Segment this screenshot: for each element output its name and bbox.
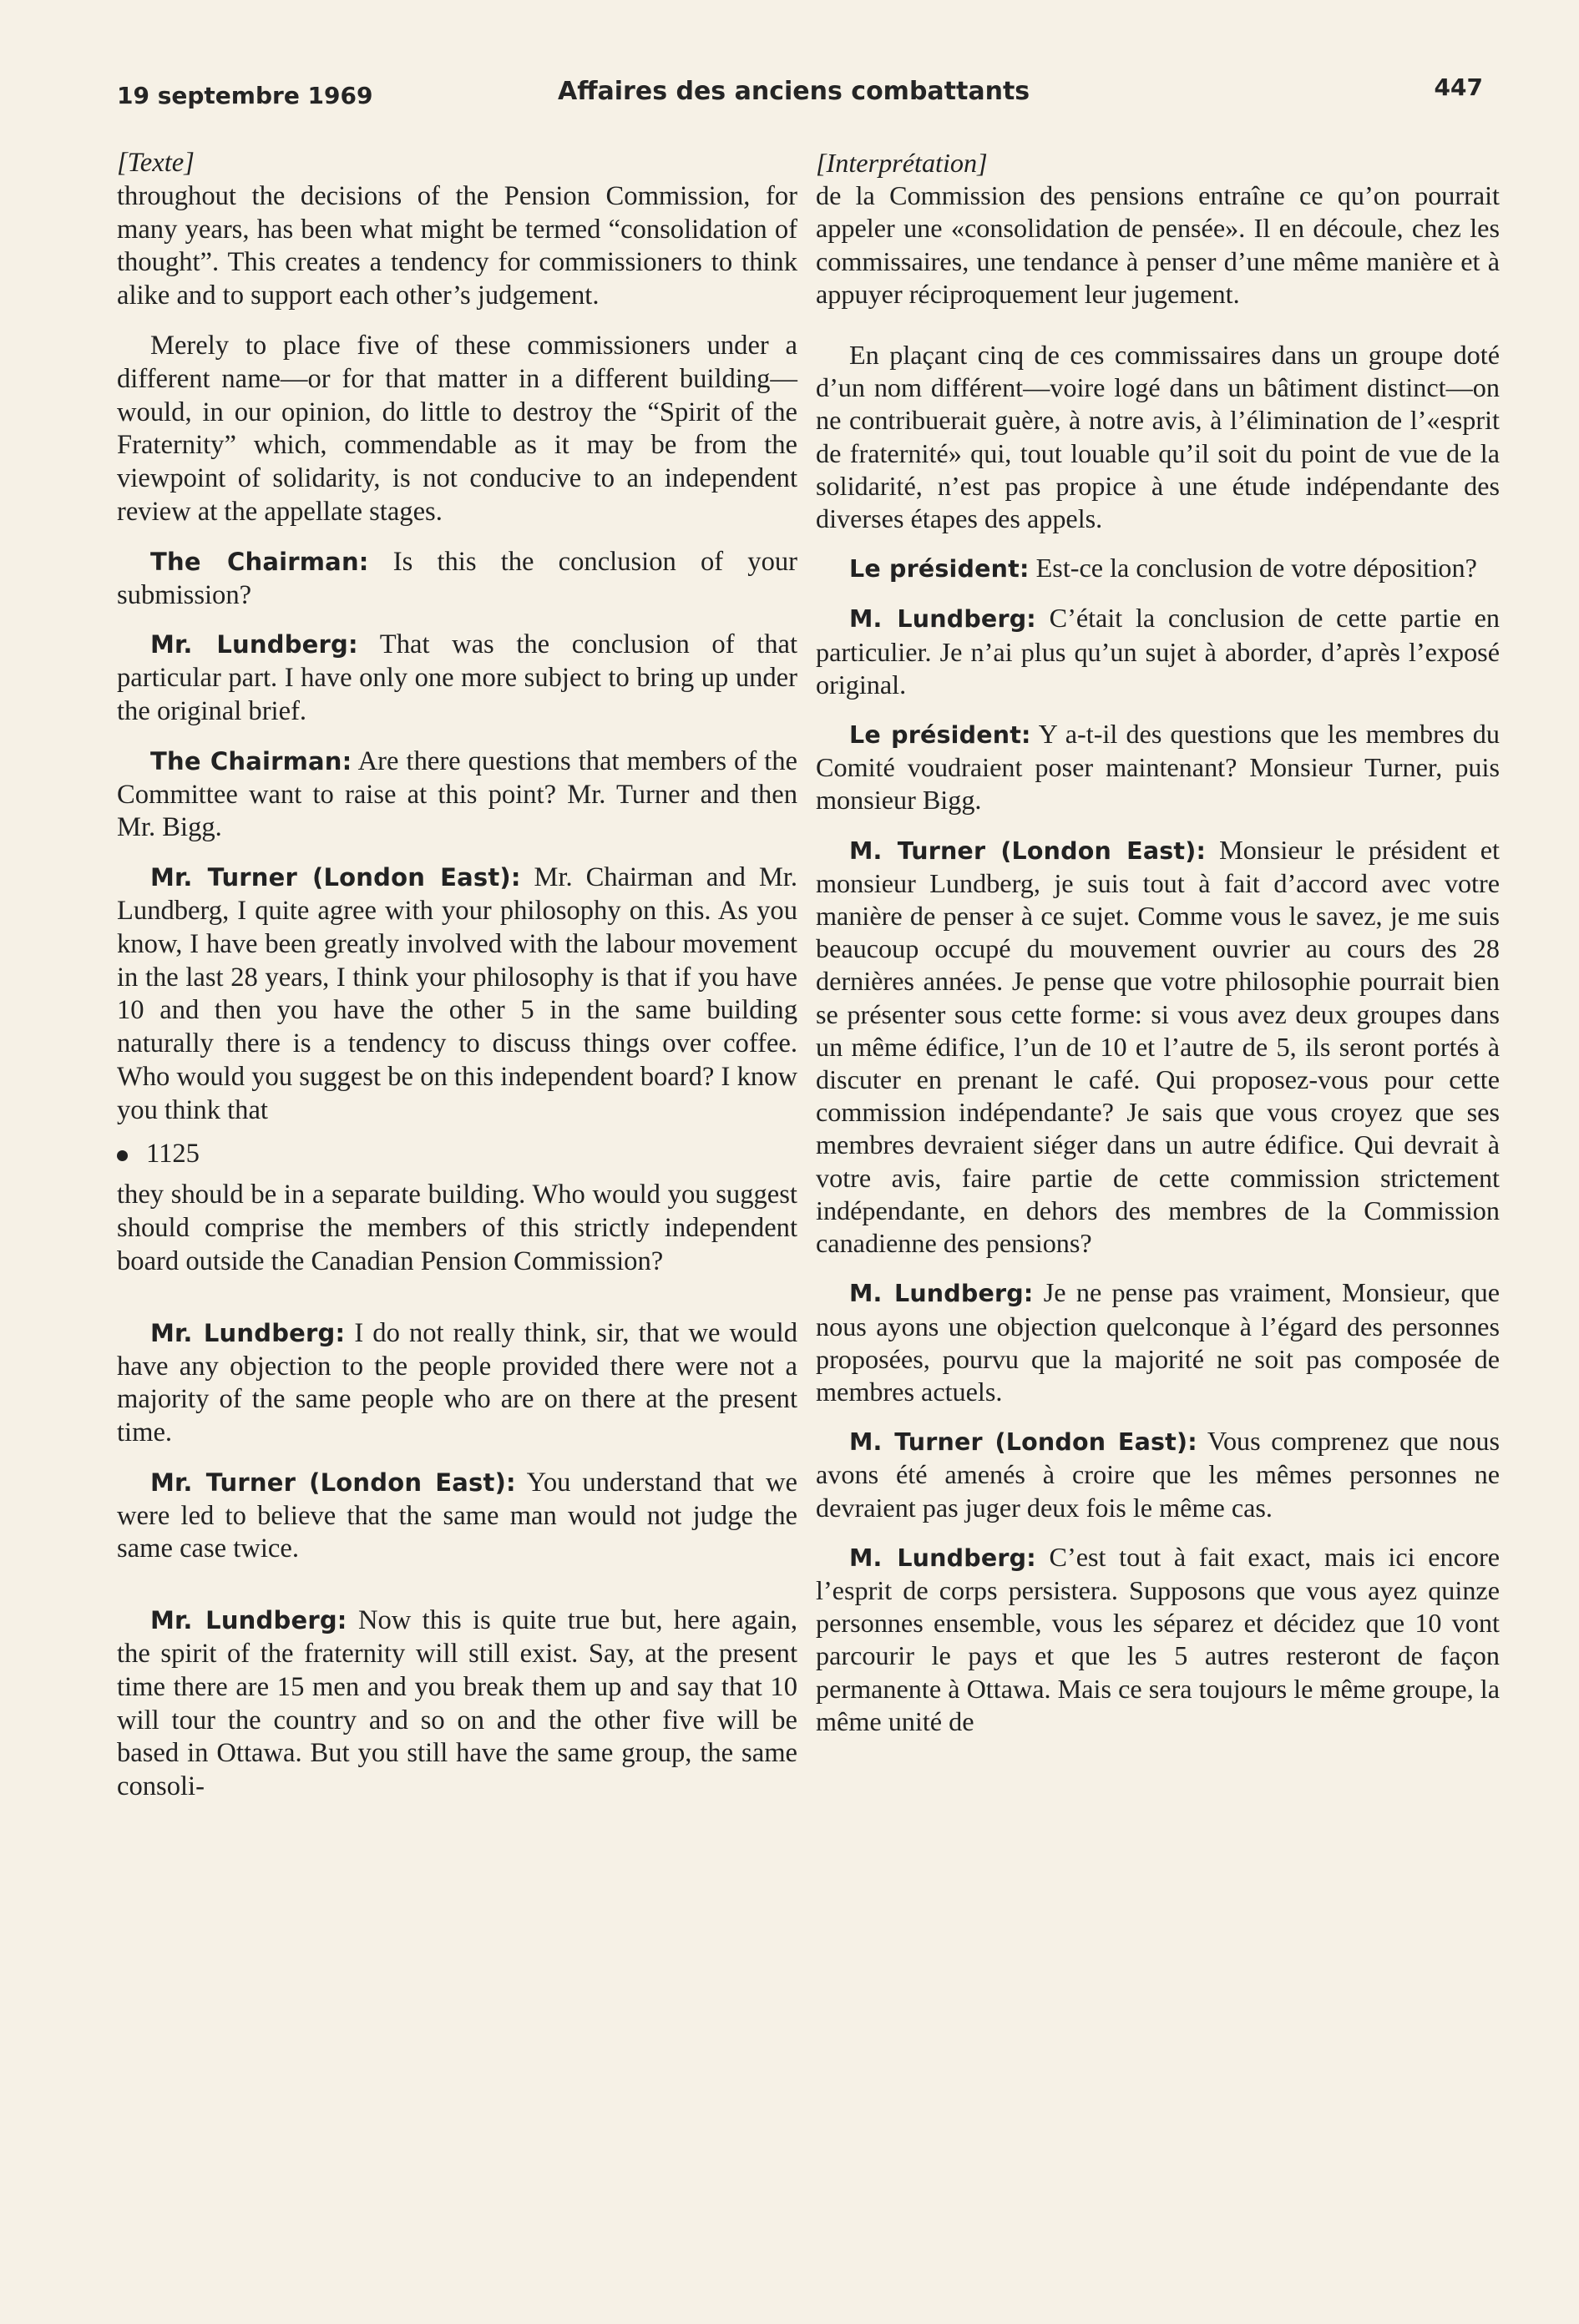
section-label-interpretation: [Interprétation] — [816, 148, 988, 178]
speaker-name: M. Lundberg: — [849, 605, 1036, 634]
paragraph: de la Commission des pensions entraîne ce qu’on pourrait appeler une «consolidation de pensée». Il en découle, chez les commissaires, une tendance à penser d’une même manière et à appuyer réciproquement leur jugement. — [816, 180, 1500, 309]
speech-paragraph — [816, 1425, 1500, 1524]
time-marker — [117, 1138, 797, 1171]
speech-text: Mr. Chairman and Mr. Lundberg, I quite agree with your philosophy on this. As you know, I have been greatly involved with the labour movement in the last 28 years, I think your philosophy is that if you have 10 and then you have the other 5 in the same building naturally there is a tendency to discuss things over coffee. Who would you suggest be on this independent board? I know you think that — [117, 862, 797, 1125]
paragraph: Merely to place five of these commissioners under a different name—or for that matter in a different building—would, in our opinion, do little to destroy the “Spirit of the Fraternity” which, commendable as it may be from the viewpoint of solidarity, is not conducive to an independent review at the appellate stages. — [117, 330, 797, 527]
french-column — [816, 147, 1500, 1755]
speech-paragraph — [117, 745, 797, 845]
speaker-name: M. Lundberg: — [849, 1543, 1036, 1572]
speaker-name: Mr. Lundberg: — [150, 630, 358, 659]
speech-text: Je ne pense pas vraiment, Monsieur, que nous ayons une objection quelconque à l’égard des personnes proposées, pourvu que la majorité ne soit pas composée de membres actuels. — [816, 1277, 1500, 1407]
speech-paragraph — [117, 1317, 797, 1450]
section-label-texte: [Texte] — [117, 148, 195, 178]
speech-text: Now this is quite true but, here again, the spirit of the fraternity will still exist. Say, at the present time there are 15 men and you break them up and say that 10 will tour the country and so on and the other five will be based in Ottawa. But you still have the same group, the same consoli- — [117, 1605, 797, 1802]
bullet-icon — [117, 1150, 128, 1161]
page-number: 447 — [1434, 73, 1483, 101]
speech-paragraph — [816, 552, 1500, 585]
speaker-name: Mr. Turner (London East): — [150, 863, 521, 892]
speech-paragraph — [117, 546, 797, 613]
speaker-name: M. Turner (London East): — [849, 836, 1207, 865]
speaker-name: Le président: — [849, 721, 1031, 750]
header-title: Affaires des anciens combattants — [558, 77, 1030, 106]
speaker-name: The Chairman: — [150, 746, 352, 776]
time-marker-text: 1125 — [146, 1138, 200, 1169]
speaker-name: The Chairman: — [150, 547, 369, 576]
speech-paragraph — [117, 629, 797, 728]
speech-text: That was the conclusion of that particular part. I have only one more subject to bring up under the original brief. — [117, 629, 797, 726]
speaker-name: Le président: — [849, 555, 1030, 584]
speech-paragraph — [117, 1604, 797, 1804]
speaker-name: Mr. Lundberg: — [150, 1606, 347, 1635]
speech-text: C’était la conclusion de cette partie en particulier. Je n’ai plus qu’un sujet à aborder, d’après l’exposé original. — [816, 603, 1501, 700]
paragraph: En plaçant cinq de ces commissaires dans un groupe doté d’un nom différent—voire logé dans un bâtiment distinct—on ne contribuerait guère, à notre avis, à l’élimination de l’«esprit de fraternité» qui, tout louable qu’il soit du point de vue de la solidarité, n’est pas propice à une étude indépendante des diverses étapes des appels. — [816, 340, 1500, 534]
speech-text: You understand that we were led to believe that the same man would not judge the same case twice. — [117, 1467, 797, 1564]
paragraph: throughout the decisions of the Pension Commission, for many years, has been what might be termed “consolidation of thought”. This creates a tendency for commissioners to think alike and to support each other’s judgement. — [117, 180, 797, 311]
page-header — [117, 73, 1483, 115]
speaker-name: Mr. Turner (London East): — [150, 1468, 516, 1497]
speech-text: Monsieur le président et monsieur Lundberg, je suis tout à fait d’accord avec votre manière de penser à ce sujet. Comme vous le savez, je me suis beaucoup occupé du mouvement ouvrier au cours des 28 dernières années. Je pense que votre philosophie pourrait bien se présenter sous cette forme: si vous avez deux groupes dans un même édifice, l’un de 10 et l’autre de 5, ils seront portés à discuter en prenant le café. Qui proposez-vous pour cette commission indépendante? Je sais que vous croyez que ses membres devraient siéger dans un autre édifice. Qui devrait à votre avis, faire partie de cette commission strictement indépendante, en dehors des membres de la Commission canadienne des pensions? — [816, 834, 1500, 1259]
speech-text: Y a-t-il des questions que les membres du Comité voudraient poser maintenant? Monsieur Turner, puis monsieur Bigg. — [816, 719, 1500, 816]
header-date: 19 septembre 1969 — [117, 82, 373, 109]
speech-paragraph — [816, 834, 1500, 1261]
speaker-name: Mr. Lundberg: — [150, 1318, 346, 1347]
speech-paragraph — [816, 602, 1500, 701]
speech-text: Are there questions that members of the Committee want to raise at this point? Mr. Turner and then Mr. Bigg. — [117, 745, 797, 843]
speech-text: Is this the conclusion of your submission? — [117, 546, 798, 610]
speech-paragraph — [117, 861, 797, 1127]
speech-paragraph — [816, 718, 1500, 817]
speech-paragraph — [816, 1541, 1500, 1738]
speech-text: I do not really think, sir, that we would have any objection to the people provided there were not a majority of the same people who are on there at the present time. — [117, 1317, 797, 1448]
paragraph: they should be in a separate building. Who would you suggest should comprise the members of this strictly independent board outside the Canadian Pension Commission? — [117, 1180, 797, 1276]
speech-text: C’est tout à fait exact, mais ici encore l’esprit de corps persistera. Supposons que vous ayez quinze personnes ensemble, vous les séparez et décidez que 10 vont parcourir le pays et que les 5 autres resteront de façon permanente à Ottawa. Mais ce sera toujours le même groupe, la même unité de — [816, 1541, 1501, 1736]
speaker-name: M. Lundberg: — [849, 1280, 1034, 1308]
speech-paragraph — [816, 1276, 1500, 1408]
speech-paragraph — [117, 1467, 797, 1566]
speech-text: Est-ce la conclusion de votre déposition? — [1029, 553, 1477, 584]
speech-text: Vous comprenez que nous avons été amenés à croire que les mêmes personnes ne devraient pas juger deux fois le même cas. — [816, 1426, 1500, 1523]
speaker-name: M. Turner (London East): — [849, 1428, 1197, 1457]
english-column — [117, 147, 797, 1821]
